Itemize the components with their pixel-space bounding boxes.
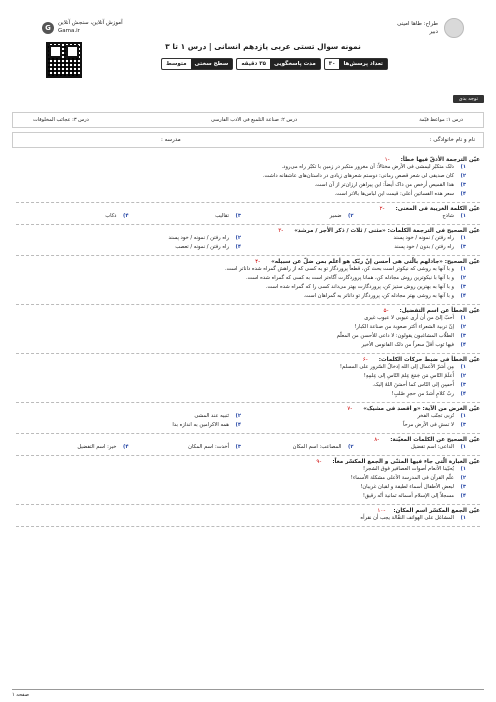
qr-code-icon bbox=[46, 42, 82, 78]
answer-option[interactable] bbox=[16, 372, 466, 381]
option-text: و با آنها به روشی که نیکوتر است بحث کن، قطعاً پروردگار تو به کسی که از راهش گمراه شده داناتر است. bbox=[224, 266, 454, 272]
answer-option[interactable] bbox=[354, 212, 467, 221]
question-6 bbox=[16, 354, 480, 403]
answer-option[interactable] bbox=[16, 314, 466, 323]
option-number: ۴) bbox=[460, 191, 466, 197]
answer-option[interactable] bbox=[16, 390, 466, 399]
question-text: عیّن الجمع المکسّر اسم المکان: bbox=[393, 508, 480, 514]
option-number: ۱) bbox=[460, 444, 466, 450]
answer-option[interactable] bbox=[16, 443, 129, 452]
question-number: -۱۰ bbox=[377, 508, 386, 514]
option-text: اُخذت: اسم المکان bbox=[188, 444, 229, 450]
answer-option[interactable] bbox=[241, 234, 466, 243]
option-number: ۱) bbox=[460, 266, 466, 272]
answer-option[interactable] bbox=[16, 381, 466, 390]
question-text: عیّن الکلمة الغریبة فی المعنی: bbox=[395, 206, 480, 212]
option-text: أحبّ إلیّ من أن أری عیوبی لا عیوب غیری bbox=[364, 315, 454, 321]
option-text: و با آنها به بهترین روش ستیز کن، پروردگارت بهتر می‌داند کسی را که گمراه شده است. bbox=[265, 284, 454, 290]
question-number: -۶ bbox=[362, 357, 368, 363]
question-5 bbox=[16, 305, 480, 354]
option-text: راه رفتن / بدون / خود پسند bbox=[394, 244, 454, 250]
gama-logo-icon: G bbox=[42, 22, 54, 34]
option-number: ۱) bbox=[460, 164, 466, 170]
notice-badge: توجه بدی bbox=[453, 95, 484, 103]
question-number: -۴ bbox=[255, 259, 261, 265]
option-text: راه رفتن / نمونه / تعصب bbox=[175, 244, 229, 250]
answer-option[interactable] bbox=[241, 412, 466, 421]
option-text: همه الاکرامین به اندازه بدا bbox=[172, 422, 229, 428]
question-text: عیّن الصحیح: «جادلهم بالّتی هی أحسن إنّ ربّک هو أعلم بمن ضلّ عن سبیله» bbox=[271, 259, 480, 265]
option-text: المصاعب: اسم المکان bbox=[292, 444, 342, 450]
option-text: راه رفتن / نمونه / خود پسند bbox=[168, 235, 229, 241]
option-text: تقالیب bbox=[215, 213, 229, 219]
title-row bbox=[12, 42, 484, 88]
question-text: عیّن الترجمة الأدقّ فیها خطأ: bbox=[400, 157, 480, 163]
answer-option[interactable] bbox=[16, 514, 466, 523]
exam-badges bbox=[161, 58, 388, 70]
answer-option[interactable] bbox=[16, 412, 241, 421]
option-number: ۱) bbox=[460, 364, 466, 370]
option-text: و با آنها با نیکوترین روش مجادله کن، همانا پروردگارت آگاه‌تر است به کسی که گمراه شده است. bbox=[245, 275, 454, 281]
lessons-bar bbox=[12, 112, 484, 128]
answer-option[interactable] bbox=[16, 465, 466, 474]
answer-option[interactable] bbox=[16, 243, 241, 252]
option-number: ۳) bbox=[460, 182, 466, 188]
answer-option[interactable] bbox=[16, 274, 466, 283]
option-number: ۴) bbox=[460, 342, 466, 348]
question-10 bbox=[16, 505, 480, 527]
option-text: ربّ کلامٍ أشدّ من حجرٍ صُلبٍ! bbox=[391, 391, 454, 397]
option-text: خیر: اسم التفضیل bbox=[77, 444, 117, 450]
answer-option[interactable] bbox=[16, 163, 466, 172]
question-2 bbox=[16, 203, 480, 225]
option-number: ۴) bbox=[460, 293, 466, 299]
question-9 bbox=[16, 456, 480, 505]
answer-option[interactable] bbox=[16, 483, 466, 492]
lesson-2: درس ۲: صناعة التلمیع فی الادب الفارسی bbox=[210, 117, 298, 123]
answer-option[interactable] bbox=[16, 265, 466, 274]
option-text: سعر هذه الفساتین أعلی: قیمت این لباس‌ها بالاتر است. bbox=[334, 191, 454, 197]
question-text: عیّن الغرض من الآیة: «و اقصد فی مشیک» bbox=[363, 406, 480, 412]
option-number: ۳) bbox=[235, 444, 241, 450]
option-text: علّم القرآن فی المدرسة الأعلی مشکلة الأسماء! bbox=[350, 475, 454, 481]
header bbox=[12, 14, 484, 42]
answer-option[interactable] bbox=[16, 292, 466, 301]
option-number: ۴) bbox=[460, 391, 466, 397]
option-number: ۳) bbox=[235, 213, 241, 219]
option-number: ۲) bbox=[460, 373, 466, 379]
option-text: مِن أشرّ الأعمال إلی الله إدخالُ السّرور علی المسلم! bbox=[339, 364, 454, 370]
badge-difficulty: سطح سختی متوسط bbox=[161, 58, 233, 70]
designer-info bbox=[397, 20, 438, 36]
question-number: -۹ bbox=[316, 459, 322, 465]
page-title: نمونه سوال تستی عربی یازدهم انسانی | درس ۱ تا ۳ bbox=[165, 42, 361, 51]
option-number: ۲) bbox=[460, 324, 466, 330]
answer-option[interactable] bbox=[129, 212, 242, 221]
option-text: تَنبیه عند المشی bbox=[194, 413, 229, 419]
option-text: أَعلَمُ النّاسِ مَن جَمَعَ عِلمَ النّاسِ إلی عِلمِهِ! bbox=[363, 373, 454, 379]
answer-option[interactable] bbox=[16, 172, 466, 181]
answer-option[interactable] bbox=[354, 443, 467, 452]
page-footer: صفحه ۱ bbox=[12, 689, 484, 698]
badge-duration: مدت پاسخگویی ۳۵ دقیقه bbox=[236, 58, 320, 70]
question-text: عیّن الخطأ فی ضبط حرکات الکلمات: bbox=[378, 357, 480, 363]
option-number: ۲) bbox=[460, 173, 466, 179]
answer-option[interactable] bbox=[16, 474, 466, 483]
option-number: ۱) bbox=[460, 466, 466, 472]
option-number: ۱) bbox=[460, 213, 466, 219]
question-text: عیّن العبارة الّتی جاء فیها المثنّی و الجمع المکسّر معاً: bbox=[332, 459, 480, 465]
question-number: -۵ bbox=[383, 308, 389, 314]
answer-option[interactable] bbox=[16, 492, 466, 501]
site-url[interactable]: Gama.ir bbox=[58, 28, 80, 34]
option-text: هذا القمیص أرخص من ذاک أیضاً: این پیراهن ارزان‌تر از آن است. bbox=[314, 182, 454, 188]
lesson-1: درس ۱: مواعظ قیّمة bbox=[419, 117, 463, 123]
option-number: ۳) bbox=[460, 333, 466, 339]
lesson-3: درس ۳: عجائب المخلوقات bbox=[33, 117, 89, 123]
student-info-bar bbox=[12, 132, 484, 148]
option-text: لا تمشِ فی الأرض مرحاً bbox=[402, 422, 454, 428]
option-text: ذلک متکبّر لیمشی فی الأرض مختالاً: آن مغرور متکبر در زمین با تکبّر راه می‌رود. bbox=[281, 164, 454, 170]
option-number: ۲) bbox=[235, 413, 241, 419]
option-number: ۴) bbox=[235, 244, 241, 250]
option-text: راه رفتن / نمونه / خود پسند bbox=[393, 235, 454, 241]
option-text: ضمیر bbox=[329, 213, 342, 219]
option-text: المشاغل علی الهواتف النقّالة یجب أن نقرأه bbox=[360, 515, 454, 521]
designer-avatar bbox=[444, 18, 464, 38]
option-number: ۱) bbox=[460, 413, 466, 419]
option-number: ۴) bbox=[122, 213, 129, 219]
answer-option[interactable] bbox=[16, 212, 129, 221]
answer-option[interactable] bbox=[241, 243, 466, 252]
questions-list bbox=[16, 154, 480, 527]
option-number: ۳) bbox=[460, 484, 466, 490]
option-text: الطلّاب المشاغبون یقولون: لا داعی للأحسن من المعلّم bbox=[336, 333, 454, 339]
option-number: ۴) bbox=[235, 422, 241, 428]
option-text: أَحسِن إلی النّاس کما أحسَنَ اللهُ إلیک. bbox=[372, 382, 454, 388]
question-number: -۳ bbox=[278, 228, 284, 234]
question-text: عیّن الخطأ عن اسم التفضیل: bbox=[399, 308, 480, 314]
option-number: ۲) bbox=[235, 235, 241, 241]
answer-option[interactable] bbox=[16, 421, 241, 430]
answer-option[interactable] bbox=[129, 443, 242, 452]
question-text: عیّن الصحیح عن الکلمات المعیّنة: bbox=[390, 437, 480, 443]
option-number: ۳) bbox=[460, 244, 466, 250]
answer-option[interactable] bbox=[241, 421, 466, 430]
student-name-label: نام و نام خانوادگی : bbox=[429, 137, 475, 143]
answer-option[interactable] bbox=[241, 212, 354, 221]
option-number: ۱) bbox=[460, 235, 466, 241]
option-text: شاذج bbox=[442, 213, 454, 219]
answer-option[interactable] bbox=[16, 341, 466, 350]
answer-option[interactable] bbox=[16, 332, 466, 341]
question-text: عیّن الصحیح فی الترجمة الکلمات: «مثنی / ثلاث / ذکر الأجر / مرشد» bbox=[294, 228, 480, 234]
question-1 bbox=[16, 154, 480, 203]
option-number: ۳) bbox=[460, 382, 466, 388]
answer-option[interactable] bbox=[16, 363, 466, 372]
question-number: -۲ bbox=[379, 206, 385, 212]
answer-option[interactable] bbox=[16, 283, 466, 292]
question-number: -۱ bbox=[384, 157, 390, 163]
question-3 bbox=[16, 225, 480, 256]
question-8 bbox=[16, 434, 480, 456]
question-7 bbox=[16, 403, 480, 434]
answer-option[interactable] bbox=[16, 181, 466, 190]
question-number: -۸ bbox=[374, 437, 380, 443]
question-number: -۷ bbox=[347, 406, 353, 412]
option-number: ۳) bbox=[460, 284, 466, 290]
option-number: ۲) bbox=[347, 444, 354, 450]
badge-question-count: تعداد پرسش‌ها ۳۰ bbox=[324, 58, 388, 70]
option-text: ذکاب bbox=[105, 213, 117, 219]
option-number: ۳) bbox=[460, 422, 466, 428]
option-text: تُربی تجنّب الفخر bbox=[417, 413, 454, 419]
option-number: ۱) bbox=[460, 515, 466, 521]
option-text: فیها ثوب أقلّ سعراً من ذلک الفانوس الأخیر bbox=[361, 342, 454, 348]
answer-option[interactable] bbox=[16, 234, 241, 243]
answer-option[interactable] bbox=[16, 323, 466, 332]
option-number: ۴) bbox=[460, 493, 466, 499]
option-text: مسجلاً إلی الإسلام أسمائه ثمانیة أنّه رقیق! bbox=[362, 493, 454, 499]
option-text: و با آنها به روشی بهتر مجادله کن، پروردگار تو داناتر به گمراهان است. bbox=[303, 293, 454, 299]
option-number: ۲) bbox=[347, 213, 354, 219]
option-number: ۲) bbox=[460, 275, 466, 281]
answer-option[interactable] bbox=[241, 443, 354, 452]
option-text: الداعی: اسم تفضیل bbox=[411, 444, 454, 450]
designer-label: طراح: طاها امینی bbox=[397, 21, 438, 27]
option-number: ۲) bbox=[460, 475, 466, 481]
school-label: مدرسه : bbox=[161, 137, 181, 143]
site-info bbox=[58, 20, 128, 34]
option-number: ۱) bbox=[460, 315, 466, 321]
site-name: آموزش آنلاین، سنجش آنلاین bbox=[58, 20, 123, 26]
option-text: إنّ تربیة الشعراء أکثر صعوبة من صناعة الکبار! bbox=[354, 324, 454, 330]
answer-option[interactable] bbox=[16, 190, 466, 199]
option-number: ۴) bbox=[122, 444, 129, 450]
designer-sub: دبیر bbox=[429, 29, 438, 35]
option-text: کان صدیقی لی شعر قصص رمانی: دوستم شعرهای زیادی در داستان‌های عاشقانه داشت. bbox=[262, 173, 454, 179]
option-text: لبعض الأطفال أسماء لطیفة و لقبان غریبان! bbox=[360, 484, 454, 490]
option-text: یُحیّینا الأنعام أصوات العصافیر فوق الشجر! bbox=[363, 466, 454, 472]
question-4 bbox=[16, 256, 480, 305]
